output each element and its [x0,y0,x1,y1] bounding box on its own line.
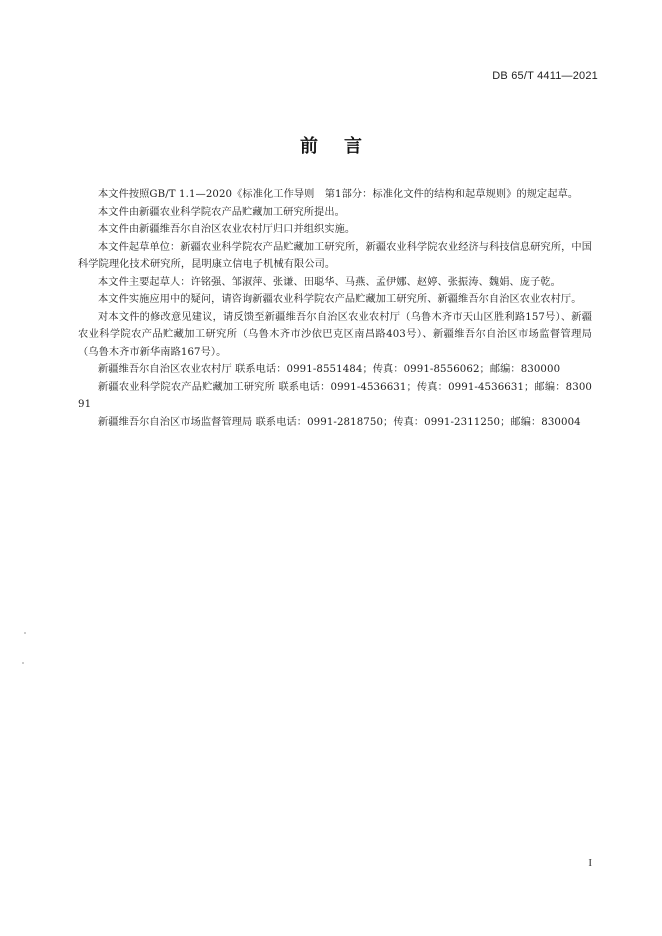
paragraph-proposer: 本文件由新疆农业科学院农产品贮藏加工研究所提出。 [98,206,345,218]
paragraph-drafters: 本文件主要起草人：许铭强、邹淑萍、张谦、田聪华、马燕、孟伊娜、赵婷、张振涛、魏娟、庞子乾。 [98,276,561,288]
document-number: DB 65/T 4411—2021 [492,70,598,82]
scan-speck [24,632,26,634]
paragraph-administrator: 本文件由新疆维吾尔自治区农业农村厅归口并组织实施。 [98,224,356,235]
paragraph-inquiries: 本文件实施应用中的疑问，请咨询新疆农业科学院农产品贮藏加工研究所、新疆维吾尔自治区农业农村厅。 [98,294,582,305]
contact-line-market-regulation: 新疆维吾尔自治区市场监督管理局 联系电话：0991-2818750；传真：0991-2311250；邮编：830004 [98,416,581,428]
foreword-body [78,186,592,431]
contact-line-agriculture-dept: 新疆维吾尔自治区农业农村厅 联系电话：0991-8551484；传真：0991-8556062；邮编：830000 [98,364,561,375]
paragraph-drafting-rules: 本文件按照GB/T 1.1—2020《标准化工作导则 第1部分：标准化文件的结构和起草规则》的规定起草。 [98,189,579,200]
page-title: 前言 [300,136,388,157]
page-number: I [588,857,592,869]
paragraph-drafting-units: 本文件起草单位：新疆农业科学院农产品贮藏加工研究所，新疆农业科学院农业经济与科技信息研究所，中国科学院理化技术研究所，昆明康立信电子机械有限公司。 [78,241,592,270]
contact-line-research-institute: 新疆农业科学院农产品贮藏加工研究所 联系电话：0991-4536631；传真：0991-4536631；邮编：830091 [78,381,592,410]
paragraph-feedback: 对本文件的修改意见建议，请反馈至新疆维吾尔自治区农业农村厅（乌鲁木齐市天山区胜利路157号）、新疆农业科学院农产品贮藏加工研究所（乌鲁木齐市沙依巴克区南昌路403号）、新疆维吾尔自治区市场监督管理局（乌鲁木齐市新华南路167号）。 [78,311,592,358]
scan-speck [22,662,24,664]
